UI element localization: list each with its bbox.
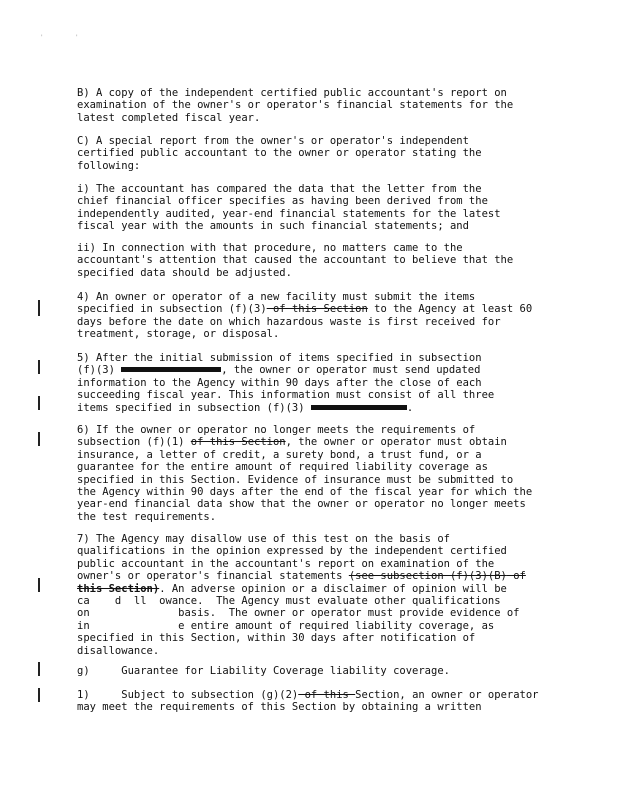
paragraph-6 [77, 424, 547, 523]
text-line [77, 570, 547, 582]
struck-text: of this [298, 689, 356, 701]
text-run: (f)(3) [77, 364, 122, 377]
text-line: examination of the owner's or operator's financial statements for the [77, 99, 514, 112]
text-line: public accountant in the accountant's report on examination of the [77, 557, 495, 570]
paragraph-7 [77, 533, 547, 657]
text-run: specified in subsection (f)(3) [77, 303, 267, 316]
text-line: year-end financial data show that the owner or operator no longer meets [77, 498, 526, 511]
revision-bar [38, 662, 40, 676]
text-line: fiscal year with the amounts in such financial statements; and [77, 220, 469, 233]
paragraph-5 [77, 352, 547, 414]
paragraph-c [77, 135, 547, 172]
text-run: , the owner or operator must obtain [285, 436, 507, 449]
redaction-mark [121, 367, 221, 372]
text-run: . [406, 401, 414, 414]
text-line: succeeding fiscal year. This information must consist of all three [77, 389, 495, 402]
text-line: C) A special report from the owner's or operator's independent [77, 135, 469, 147]
text-line: ca d ll owance. The Agency must evaluate other qualifications [77, 595, 501, 608]
text-line: certified public accountant to the owner or operator stating the [77, 147, 482, 160]
text-line: insurance, a letter of credit, a surety bond, a trust fund, or a [77, 448, 482, 461]
text-line: accountant's attention that caused the accountant to believe that the [77, 254, 514, 267]
text-line: days before the date on which hazardous waste is first received for [77, 315, 501, 328]
text-line: the Agency within 90 days after the end of the fiscal year for which the [77, 486, 533, 499]
text-run: to the Agency at least 60 [367, 303, 533, 316]
struck-text: of this Section [190, 436, 286, 449]
struck-text: this Section) [77, 582, 160, 595]
paragraph-g [77, 665, 547, 677]
text-line: 5) After the initial submission of items specified in subsection [77, 352, 482, 364]
text-line: ii) In connection with that procedure, no matters came to the [77, 242, 463, 254]
text-line [77, 364, 547, 376]
text-line: independently audited, year-end financial statements for the latest [77, 207, 501, 220]
revision-bar [38, 360, 40, 374]
paragraph-i [77, 183, 547, 233]
paragraph-g1 [77, 689, 547, 714]
text-run: Section, an owner or operator [355, 689, 539, 701]
text-line: on basis. The owner or operator must provide evidence of [77, 607, 520, 620]
text-line: specified in this Section. Evidence of insurance must be submitted to [77, 473, 514, 486]
text-line: information to the Agency within 90 days after the close of each [77, 376, 482, 389]
text-line: qualifications in the opinion expressed by the independent certified [77, 545, 507, 558]
text-line [77, 689, 547, 701]
text-line: latest completed fiscal year. [77, 111, 261, 124]
text-line: chief financial officer specifies as having been derived from the [77, 195, 488, 208]
text-line: treatment, storage, or disposal. [77, 328, 280, 341]
text-line: 6) If the owner or operator no longer meets the requirements of [77, 424, 476, 436]
text-run: , the owner or operator must send updated [221, 364, 481, 377]
redaction-mark [311, 405, 407, 410]
text-line [77, 303, 547, 315]
paragraph-ii [77, 242, 547, 279]
text-line: 7) The Agency may disallow use of this test on the basis of [77, 533, 450, 545]
text-line: in e entire amount of required liability coverage, as [77, 619, 495, 632]
text-line: guarantee for the entire amount of required liability coverage as [77, 461, 488, 474]
text-line [77, 436, 547, 448]
struck-text: of [506, 570, 526, 583]
text-line: specified in this Section, within 30 days after notification of [77, 632, 476, 645]
text-line [77, 402, 547, 414]
text-line: disallowance. [77, 644, 160, 657]
text-line: g) Guarantee for Liability Coverage liability coverage. [77, 665, 450, 677]
text-line: 4) An owner or operator of a new facility must submit the items [77, 291, 476, 303]
text-run: subsection (f)(1) [77, 436, 191, 449]
text-line: specified data should be adjusted. [77, 266, 292, 279]
paragraph-b [77, 87, 547, 124]
text-line: the test requirements. [77, 510, 217, 523]
text-run: . An adverse opinion or a disclaimer of opinion will be [159, 582, 507, 595]
revision-bar [38, 396, 40, 410]
text-line [77, 583, 547, 595]
text-run: 1) Subject to subsection (g)(2) [77, 689, 299, 701]
struck-text: (see subsection (f)(3)(B) [348, 570, 507, 583]
revision-bar [38, 688, 40, 702]
text-line: may meet the requirements of this Section by obtaining a written [77, 701, 482, 714]
text-line: i) The accountant has compared the data that the letter from the [77, 183, 482, 195]
paragraph-4 [77, 291, 547, 341]
text-run: owner's or operator's financial statements [77, 570, 349, 583]
scan-speck: ' [75, 34, 79, 41]
text-line: B) A copy of the independent certified public accountant's report on [77, 87, 507, 99]
revision-bar [38, 432, 40, 446]
struck-text: of this Section [266, 303, 368, 316]
revision-bar [38, 578, 40, 592]
text-line: following: [77, 159, 141, 172]
scan-speck: ' [40, 34, 44, 41]
text-run: items specified in subsection (f)(3) [77, 401, 311, 414]
revision-bar [38, 300, 40, 316]
